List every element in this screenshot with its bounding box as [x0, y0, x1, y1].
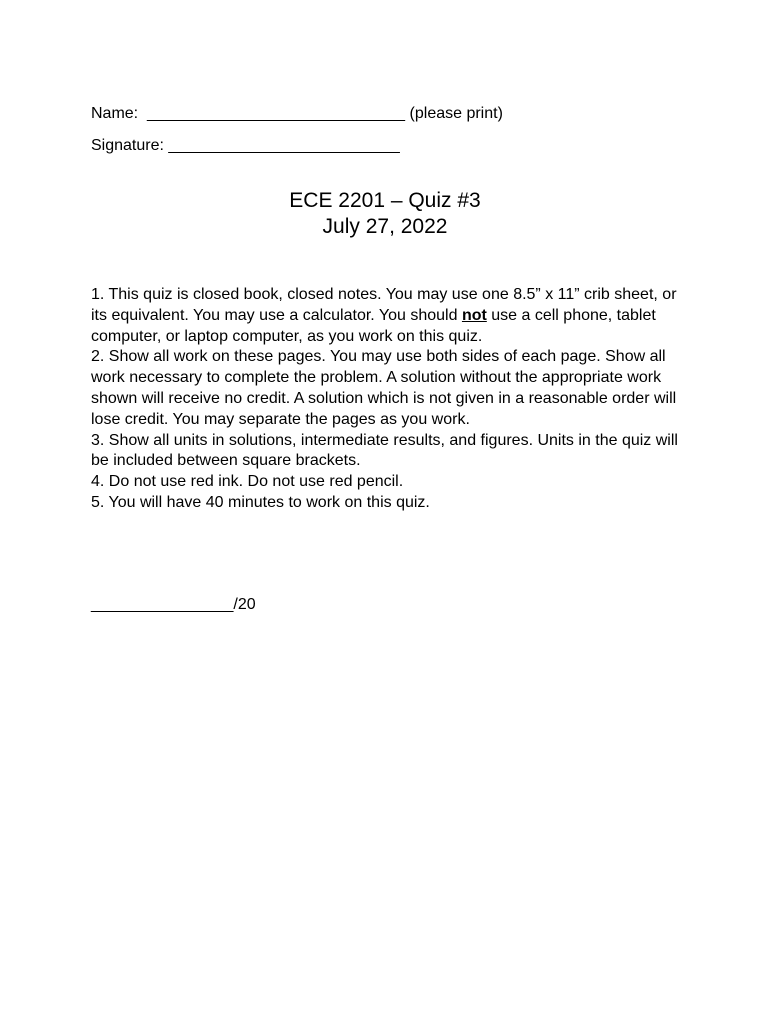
- instruction-item-5: 5. You will have 40 minutes to work on this quiz.: [91, 493, 430, 511]
- score-blank: ________________: [91, 596, 234, 613]
- instructions-list: [91, 285, 681, 514]
- name-note: (please print): [409, 105, 503, 122]
- signature-label: Signature:: [91, 137, 164, 154]
- instruction-item-4: 4. Do not use red ink. Do not use red pencil.: [91, 473, 404, 491]
- instruction-1-text-a: 1. This quiz is closed book, closed notes. You may use one 8.5” x 11” crib sheet, or its equivalent. You may use a calculator. You should: [91, 286, 677, 324]
- name-label: Name:: [91, 105, 139, 122]
- quiz-title: ECE 2201 – Quiz #3: [289, 189, 481, 212]
- instruction-1-text-b: use a cell phone, tablet computer, or laptop computer, as you work on this quiz.: [91, 306, 656, 345]
- signature-blank: __________________________: [168, 137, 400, 154]
- score-total: /20: [233, 596, 256, 613]
- score-field: [91, 595, 256, 615]
- instruction-1-emphasis: not: [461, 306, 487, 324]
- signature-field-line: [91, 136, 400, 156]
- quiz-date: July 27, 2022: [322, 215, 448, 238]
- quiz-title-block: [0, 188, 770, 240]
- instruction-item-1: [91, 285, 681, 347]
- instruction-item-3: 3. Show all units in solutions, intermediate results, and figures. Units in the quiz will be included between square brackets.: [91, 431, 678, 470]
- name-blank: _____________________________: [147, 105, 406, 122]
- instruction-item-2: 2. Show all work on these pages. You may use both sides of each page. Show all work necessary to complete the problem. A solution without the appropriate work shown will receive no credit. A solution which is not given in a reasonable order will lose credit. You may separate the pages as you work.: [91, 348, 677, 428]
- name-field-line: [91, 104, 503, 124]
